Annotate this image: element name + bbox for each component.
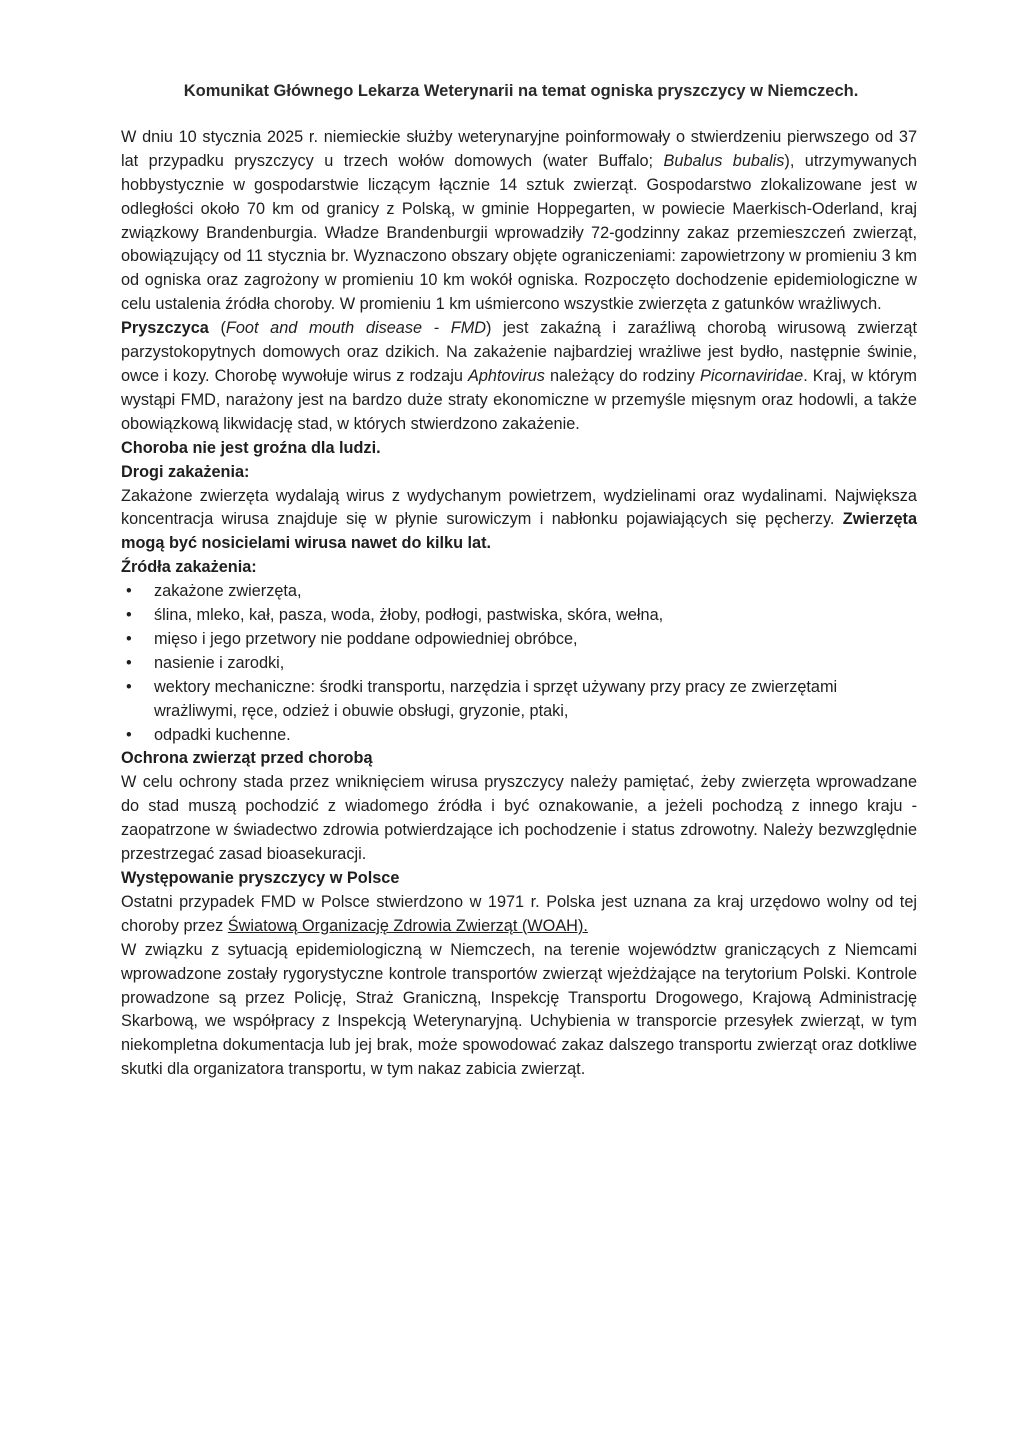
poland-paragraph-1 [121, 891, 917, 939]
list-item: • zakażone zwierzęta, [121, 580, 917, 604]
list-item: • wektory mechaniczne: środki transportu, narzędzia i sprzęt używany przy pracy ze zwierzętami wrażliwymi, ręce, odzież i obuwie obsługi, gryzonie, ptaki, [121, 676, 917, 724]
latin-name: Bubalus bubalis [663, 151, 785, 170]
poland-text-1: Ostatni przypadek FMD w Polsce stwierdzono w 1971 r. Polska jest uznana za kraj urzędowo wolny od tej choroby przez [121, 892, 917, 935]
intro-text-1: W dniu 10 stycznia 2025 r. niemieckie służby weterynaryjne poinformowały o stwierdzeniu pierwszego od 37 lat przypadku pryszczycy u trzech wołów domowych (water Buffalo; [121, 127, 917, 170]
routes-carrier-note: Zwierzęta mogą być nosicielami wirusa nawet do kilku lat. [121, 510, 917, 553]
woah-link[interactable]: Światową Organizację Zdrowia Zwierząt (WOAH). [227, 916, 588, 935]
routes-heading: Drogi zakażenia: [121, 462, 250, 481]
sources-list [121, 580, 917, 747]
sources-heading: Źródła zakażenia: [121, 558, 257, 577]
document-body [121, 80, 917, 1082]
intro-paragraph [121, 126, 917, 317]
disease-text-2: należący do rodziny [544, 366, 701, 385]
disease-paragraph [121, 317, 917, 437]
routes-text: Zakażone zwierzęta wydalają wirus z wydychanym powietrzem, wydzielinami oraz wydalinami. Największa koncentracja wirusa znajduje się w płynie surowiczym i nabłonku pojawiających się pęcherzy. [121, 486, 917, 529]
routes-paragraph [121, 485, 917, 557]
virus-family: Picornaviridae [700, 366, 804, 385]
protection-heading: Ochrona zwierząt przed chorobą [121, 749, 373, 768]
list-item: • mięso i jego przetwory nie poddane odpowiedniej obróbce, [121, 628, 917, 652]
list-item: • odpadki kuchenne. [121, 724, 917, 748]
intro-text-2: ), utrzymywanych hobbystycznie w gospodarstwie liczącym łącznie 14 sztuk zwierząt. Gospodarstwo zlokalizowane jest w odległości około 70 km od granicy z Polską, w gminie Hoppegarten, w powiecie Maerkisch-Oderland, kraj związkowy Brandenburgia. Władze Brandenburgii wprowadziły 72-godzinny zakaz przemieszczeń zwierząt, obowiązujący od 11 stycznia br. Wyznaczono obszary objęte ograniczeniami: zapowietrzony w promieniu 3 km od ogniska oraz zagrożony w promieniu 10 km wokół ogniska. Rozpoczęto dochodzenie epidemiologiczne w celu ustalenia źródła choroby. W promieniu 1 km uśmiercono wszystkie zwierzęta z gatunków wrażliwych. [121, 151, 917, 314]
poland-heading: Występowanie pryszczycy w Polsce [121, 869, 400, 887]
disease-english-name: Foot and mouth disease - FMD [225, 319, 487, 338]
disease-open: ( [208, 319, 226, 338]
list-item: • ślina, mleko, kał, pasza, woda, żłoby, podłogi, pastwiska, skóra, wełna, [121, 604, 917, 628]
protection-paragraph: W celu ochrony stada przez wniknięciem wirusa pryszczycy należy pamiętać, żeby zwierzęta wprowadzane do stad muszą pochodzić z wiadomego źródła i być oznakowanie, a jeżeli pochodzą z innego kraju - zaopatrzone w świadectwo zdrowia potwierdzające ich pochodzenie i status zdrowotny. Należy bezwzględnie przestrzegać zasad bioasekuracji. [121, 773, 917, 864]
disease-name: Pryszczyca [121, 319, 209, 338]
not-dangerous-heading: Choroba nie jest groźna dla ludzi. [121, 438, 381, 457]
disease-text-1: ) jest zakaźną i zaraźliwą chorobą wirusową zwierząt parzystokopytnych domowych oraz dzikich. Na zakażenie najbardziej wrażliwe jest bydło, następnie świnie, owce i kozy. Chorobę wywołuje wirus z rodzaju [121, 319, 917, 385]
poland-paragraph-2: W związku z sytuacją epidemiologiczną w Niemczech, na terenie województw graniczących z Niemcami wprowadzone zostały rygorystyczne kontrole transportów zwierząt wjeżdżające na terytorium Polski. Kontrole prowadzone są przez Policję, Straż Graniczną, Inspekcję Transportu Drogowego, Krajową Administrację Skarbową, we współpracy z Inspekcją Weterynaryjną. Uchybienia w transporcie przesyłek zwierząt, w tym niekompletna dokumentacja lub jej brak, może spowodować zakaz dalszego transportu zwierząt oraz dotkliwe skutki dla organizatora transportu, w tym nakaz zabicia zwierząt. [121, 940, 917, 1079]
virus-genus: Aphtovirus [467, 366, 545, 385]
document-title: Komunikat Głównego Lekarza Weterynarii na temat ogniska pryszczycy w Niemczech. [183, 82, 859, 100]
disease-text-3: . Kraj, w którym wystąpi FMD, narażony jest na bardzo duże straty ekonomiczne w przemyśle mięsnym oraz hodowli, a także obowiązkową likwidację stad, w których stwierdzono zakażenie. [121, 366, 917, 433]
list-item: • nasienie i zarodki, [121, 652, 917, 676]
